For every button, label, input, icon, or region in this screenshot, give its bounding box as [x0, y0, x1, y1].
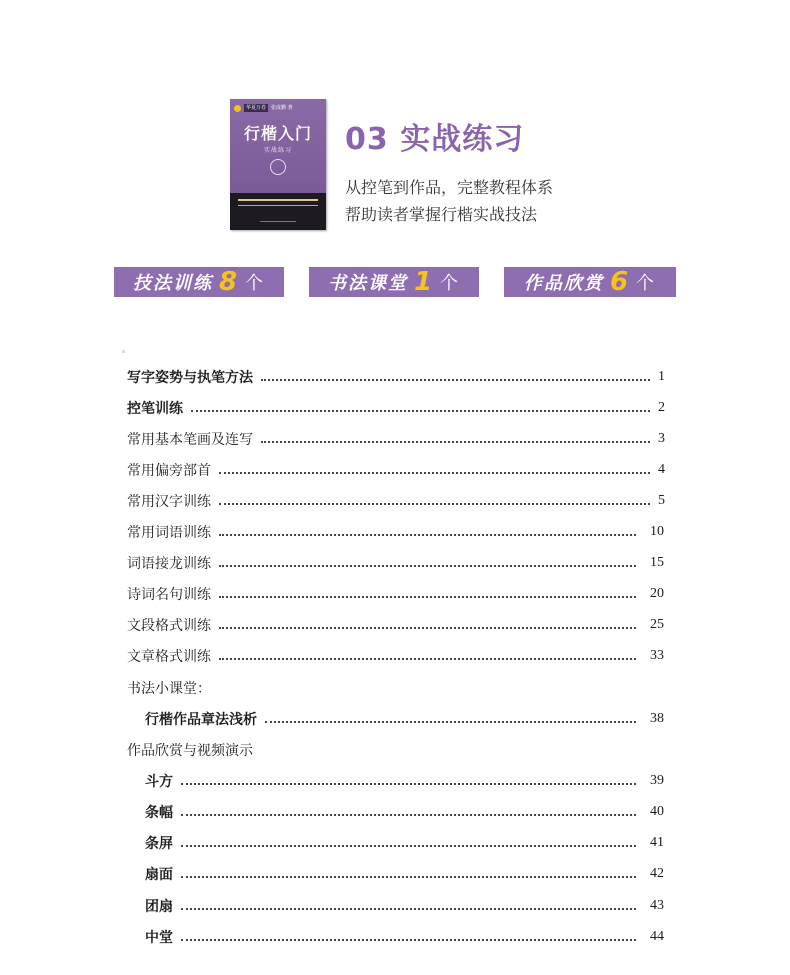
toc-entry — [127, 460, 665, 480]
badge-count: 1 — [413, 267, 435, 297]
toc-entry — [127, 367, 665, 387]
cover-subtitle: 实战练习 — [263, 147, 292, 154]
toc-leader — [219, 596, 636, 598]
toc-entry-page: 1 — [658, 369, 665, 384]
badge-count: 6 — [609, 267, 631, 297]
toc-entry-label: 诗词名句训练 — [127, 587, 211, 603]
toc-leader — [265, 721, 636, 723]
toc-leader — [219, 658, 636, 660]
toc-entry-label: 写字姿势与执笔方法 — [127, 370, 253, 386]
toc-entry — [145, 896, 664, 916]
toc-entry-page: 44 — [650, 929, 664, 944]
toc-entry-label: 行楷作品章法浅析 — [145, 712, 257, 728]
toc-entry — [145, 802, 664, 822]
toc-entry — [145, 709, 664, 729]
toc-group-heading — [127, 740, 253, 760]
toc-leader — [181, 783, 636, 785]
toc-entry-page: 38 — [650, 711, 664, 726]
toc-leader — [219, 534, 636, 536]
toc-group-heading — [127, 678, 211, 698]
badge-label: 书法课堂 — [327, 273, 408, 294]
toc-entry-label: 条幅 — [145, 805, 173, 821]
badge-unit: 个 — [636, 273, 657, 294]
toc-entry — [145, 771, 664, 791]
toc-entry-label: 常用基本笔画及连写 — [127, 432, 253, 448]
toc-entry-label: 中堂 — [145, 930, 173, 946]
section-title: 03 实战练习 — [345, 122, 525, 157]
toc-leader — [181, 939, 636, 941]
toc-entry-label: 文段格式训练 — [127, 618, 211, 634]
toc-entry — [127, 646, 664, 666]
toc-leader — [261, 441, 650, 443]
toc-entry — [127, 491, 665, 511]
cover-title: 行楷入门 — [243, 124, 312, 143]
toc-entry-label: 斗方 — [145, 774, 173, 790]
toc-leader — [261, 379, 650, 381]
toc-entry — [127, 584, 664, 604]
toc-leader — [219, 472, 650, 474]
toc-entry — [145, 864, 664, 884]
toc-entry-label: 常用汉字训练 — [127, 494, 211, 510]
toc-entry — [127, 553, 664, 573]
toc-entry-label: 词语接龙训练 — [127, 556, 211, 572]
badge-unit: 个 — [245, 273, 266, 294]
toc-entry — [145, 833, 664, 853]
toc-entry-label: 常用偏旁部首 — [127, 463, 211, 479]
toc-entry — [127, 615, 664, 635]
toc-entry-page: 41 — [650, 835, 664, 850]
toc-entry-page: 4 — [658, 462, 665, 477]
toc-entry-page: 20 — [650, 586, 664, 601]
toc-entry-label: 团扇 — [145, 899, 173, 915]
toc-leader — [181, 814, 636, 816]
toc-entry-page: 3 — [658, 431, 665, 446]
toc-leader — [181, 908, 636, 910]
toc-entry — [127, 429, 665, 449]
section-description-line-1: 从控笔到作品，完整教程体系 — [345, 178, 554, 197]
badge-count: 8 — [218, 267, 240, 297]
toc-entry-label: 常用词语训练 — [127, 525, 211, 541]
toc-entry — [145, 927, 664, 947]
toc-leader — [219, 565, 636, 567]
toc-entry-page: 43 — [650, 898, 664, 913]
toc-entry-page: 42 — [650, 866, 664, 881]
toc-entry-page: 39 — [650, 773, 664, 788]
toc-entry-label: 扇面 — [145, 867, 173, 883]
toc-leader — [219, 503, 650, 505]
toc-leader — [219, 627, 636, 629]
section-description-line-2: 帮助读者掌握行楷实战技法 — [345, 205, 538, 224]
toc-entry-page: 40 — [650, 804, 664, 819]
cover-author: 张成鹏 著 — [271, 105, 293, 111]
toc-entry — [127, 522, 664, 542]
toc-entry — [127, 398, 665, 418]
toc-entry-page: 10 — [650, 524, 664, 539]
toc-entry-page: 15 — [650, 555, 664, 570]
toc-leader — [191, 410, 650, 412]
toc-entry-label: 文章格式训练 — [127, 649, 211, 665]
toc-entry-page: 25 — [650, 617, 664, 632]
toc-entry-page: 33 — [650, 648, 664, 663]
toc-group-title: 作品欣赏与视频演示 — [127, 743, 253, 759]
badge-label: 技法训练 — [132, 273, 213, 294]
toc-entry-page: 2 — [658, 400, 665, 415]
toc-entry-label: 控笔训练 — [127, 401, 183, 417]
toc-group-title: 书法小课堂： — [127, 681, 211, 697]
badge-unit: 个 — [440, 273, 461, 294]
badge-label: 作品欣赏 — [523, 273, 604, 294]
cover-publisher: 华夏万卷 — [246, 105, 267, 111]
toc-leader — [181, 845, 636, 847]
toc-leader — [181, 876, 636, 878]
toc-entry-page: 5 — [658, 493, 665, 508]
toc-entry-label: 条屏 — [145, 836, 173, 852]
